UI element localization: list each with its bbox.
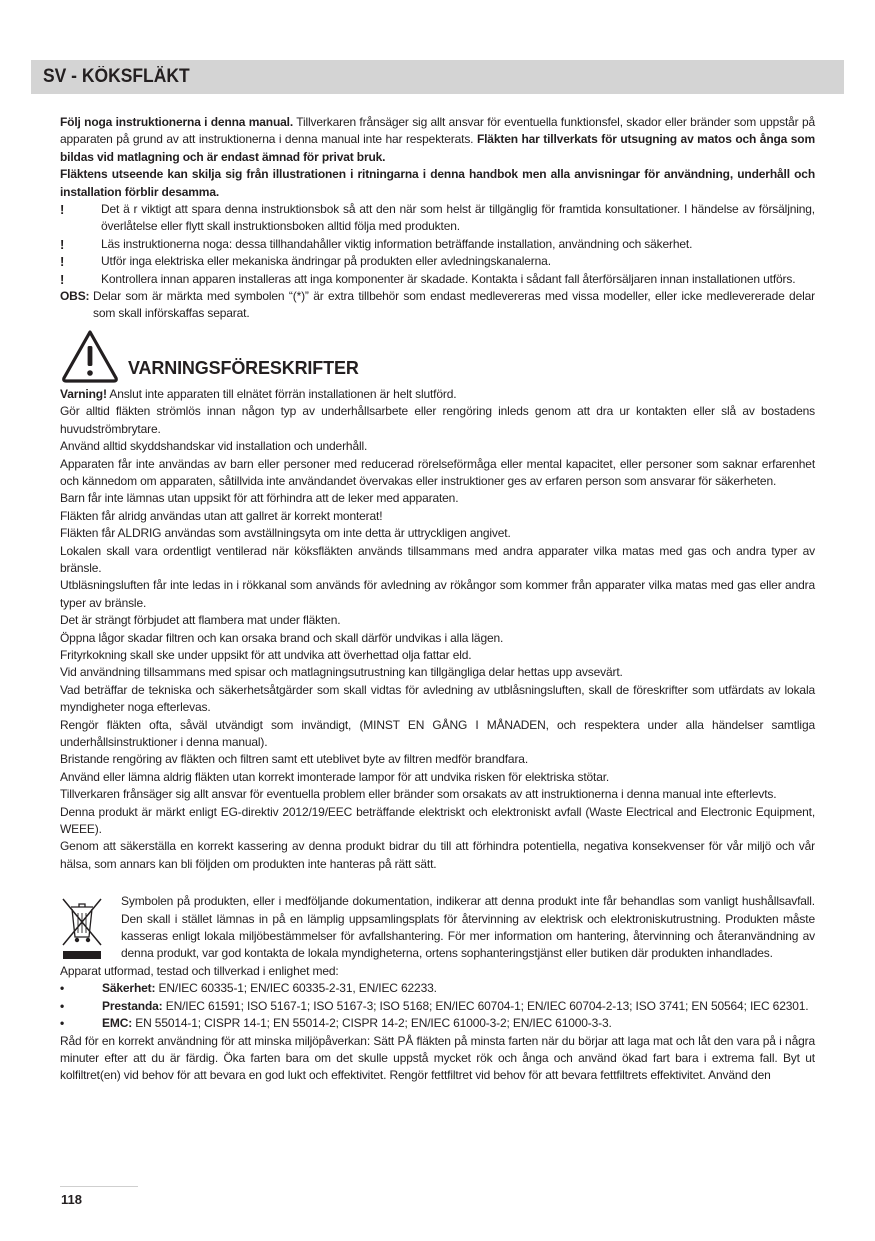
environment-advice: Råd för en korrekt användning för att minska miljöpåverkan: Sätt PÅ fläkten på minsta farten när du börjar att laga mat och låt den vara på i några minuter efter att du är färdig. Öka farten bara om det skulle uppstå mycket rök och ånga och använd ökad fart bara i extrema fall. Byt ut kolfiltret(en) vid behov för att bevara en god lukt och effektivitet. Rengör fettfiltret vid behov för att bevara fettfiltrets effektivitet. Använd den (60, 1033, 815, 1083)
exclamation-mark: ! (60, 202, 65, 218)
weee-block (60, 893, 815, 963)
warning-paragraph: Utbläsningsluften får inte ledas in i rökkanal som används för avledning av rökångor som kommer från apparater vilka matas med gas eller andra typer av bränsle. (60, 578, 815, 610)
intro-bold-purpose: Fläkten har tillverkats för utsugning av matos och ånga som bildas vid matlagning och är endast ämnad för privat bruk. (60, 132, 815, 164)
footer-divider (60, 1186, 138, 1187)
warning-triangle-icon (60, 328, 120, 384)
standard-text: EN/IEC 60335-1; EN/IEC 60335-2-31, EN/IEC 62233. (155, 981, 437, 996)
warning-paragraph: Gör alltid fläkten strömlös innan någon typ av underhållsarbete eller rengöring inleds genom att dra ur kontakten eller slå av bostadens huvudströmbrytare. (60, 404, 815, 436)
warning-paragraph: Denna produkt är märkt enligt EG-direktiv 2012/19/EEC beträffande elektriskt och elektroniskt avfall (Waste Electrical and Electronic Equipment, WEEE). (60, 804, 815, 837)
section-title: SV - KÖKSFLÄKT (43, 66, 190, 87)
warning-paragraph: Tillverkaren frånsäger sig allt ansvar för eventuella problem eller bränder som orsakats av att instruktionerna i denna manual inte efterlevts. (60, 787, 777, 802)
bullet-dot: • (60, 998, 65, 1013)
note-text: Utför inga elektriska eller mekaniska ändringar på produkten eller avledningskanalerna. (101, 254, 551, 269)
warning-paragraph: Fläkten får alridg användas utan att gallret är korrekt monterat! (60, 508, 383, 523)
weee-text: Symbolen på produkten, eller i medföljande dokumentation, indikerar att denna produkt inte får behandlas som vanligt hushållsavfall. Den skall i stället lämnas in på en lämplig uppsamlingsplats för återvinning av elektrisk och elektroniskutrustning. Produkten måste kasseras enligt lokala miljöbestämmelser för avfallshantering. För mer information om hantering, återvinning och återanvändning av denna produkt, var god kontakta de lokala myndigheterna, ortens sophanteringstjänst eller butiken där produkten inhandlades. (121, 894, 815, 961)
standard-item (60, 1015, 815, 1032)
warning-paragraph: Det är strängt förbjudet att flambera mat under fläkten. (60, 613, 341, 628)
standard-text: EN/IEC 61591; ISO 5167-1; ISO 5167-3; ISO 5168; EN/IEC 60704-1; EN/IEC 60704-2-13; ISO 3741; EN 50564; IEC 62301. (162, 998, 809, 1013)
warning-lead-text: Anslut inte apparaten till elnätet förrän installationen är helt slutförd. (106, 386, 457, 401)
warning-paragraph: Bristande rengöring av fläkten och filtren samt ett uteblivet byte av filtren medför brandfara. (60, 752, 529, 767)
crossed-out-wheelie-bin-icon (60, 893, 104, 961)
standard-label: Säkerhet: (102, 981, 156, 996)
intro-bold-lead: Följ noga instruktionerna i denna manual. (60, 115, 294, 129)
note-text: Läs instruktionerna noga: dessa tillhandahåller viktig information beträffande installation, användning och säkerhet. (101, 236, 693, 251)
warning-label: Varning! (60, 386, 107, 401)
warning-paragraph: Rengör fläkten ofta, såväl utvändigt som invändigt, (MINST EN GÅNG I MÅNADEN, och respektera under alla händelser samtliga underhållsinstruktioner i denna manual). (60, 717, 815, 749)
intro-text: Tillverkaren frånsäger sig allt ansvar för eventuella funktionsfel, skador eller bränder som uppstår på apparaten på grund av att instruktionerna i denna manual inte har respekterats. (60, 115, 815, 147)
standard-item (60, 980, 815, 997)
exclamation-mark: ! (60, 236, 65, 252)
warning-paragraph: Öppna lågor skadar filtren och kan orsaka brand och skall därför undvikas i alla lägen. (60, 630, 504, 645)
standard-label: Prestanda: (102, 998, 163, 1013)
note-text: Kontrollera innan apparen installeras att inga komponenter är skadade. Kontakta i sådant fall återförsäljaren innan installationen utförs. (101, 271, 796, 286)
page-content (60, 114, 815, 1085)
warning-paragraph: Genom att säkerställa en korrekt kassering av denna produkt bidrar du till att förhindra potentiella, negativa konsekvenser för vår miljö och vår hälsa, som annars kan bli följden om produkten inte hanteras på rätt sätt. (60, 839, 815, 871)
warnings-heading-block (60, 328, 815, 386)
obs-text: Delar som är märkta med symbolen “(*)” är extra tillbehör som endast medlevereras med vissa modeller, eller icke medlevererade delar som skall införskaffas separat. (93, 289, 815, 321)
intro-paragraph (60, 114, 815, 166)
note-item (60, 271, 815, 288)
warnings-list (60, 403, 815, 873)
section-header-bar (31, 60, 844, 94)
warning-paragraph: Vid användning tillsammans med spisar och matlagningsutrustning kan tillgängliga delar hettas upp avsevärt. (60, 665, 623, 680)
standard-text: EN 55014-1; CISPR 14-1; EN 55014-2; CISPR 14-2; EN/IEC 61000-3-2; EN/IEC 61000-3-3. (132, 1016, 612, 1031)
obs-note (60, 288, 815, 323)
standard-label: EMC: (102, 1016, 133, 1031)
note-item (60, 253, 815, 270)
warning-paragraph: Fläkten får ALDRIG användas som avställningsyta om inte detta är uttryckligen angivet. (60, 526, 511, 541)
note-item (60, 201, 815, 236)
appearance-note (60, 166, 815, 201)
warning-lead (60, 386, 815, 403)
bullet-dot: • (60, 981, 65, 996)
warnings-heading: VARNINGSFÖRESKRIFTER (128, 357, 359, 378)
exclamation-mark: ! (60, 254, 65, 270)
standards-lead: Apparat utformad, testad och tillverkad i enlighet med: (60, 963, 339, 978)
bullet-dot: • (60, 1016, 65, 1031)
page-number: 118 (61, 1192, 82, 1207)
exclamation-mark: ! (60, 271, 65, 287)
obs-label: OBS: (60, 289, 90, 304)
appearance-note-text: Fläktens utseende kan skilja sig från illustrationen i ritningarna i denna handbok men alla anvisningar för användning, underhåll och installation förblir desamma. (60, 167, 815, 199)
note-text: Det ä r viktigt att spara denna instruktionsbok så att den när som helst är tillgänglig för framtida konsultationer. I händelse av försäljning, överlåtelse eller flytt skall instruktionsboken alltid följa med produkten. (101, 202, 815, 234)
warning-paragraph: Använd alltid skyddshandskar vid installation och underhåll. (60, 439, 368, 454)
warning-paragraph: Använd eller lämna aldrig fläkten utan korrekt imonterade lampor för att undvika risken för elektriska stötar. (60, 769, 610, 784)
warning-paragraph: Apparaten får inte användas av barn eller personer med reducerad rörelseförmåga eller mental kapacitet, eller personer som saknar erfarenhet och kännedom om apparaten, såtillvida inte användandet övervakas eller instruktioner ges av erfaren person som ansvarar för säkerheten. (60, 456, 815, 488)
warning-paragraph: Vad beträffar de tekniska och säkerhetsåtgärder som skall vidtas för avledning av utblåsningsluften, skall de föreskrifter som utfärdats av lokala myndigheter noga efterlevas. (60, 682, 815, 715)
standard-item (60, 998, 815, 1015)
warning-paragraph: Lokalen skall vara ordentligt ventilerad när köksfläkten används tillsammans med andra apparater vilka matas med gas och andra typer av bränsle. (60, 543, 815, 575)
warning-paragraph: Barn får inte lämnas utan uppsikt för att förhindra att de leker med apparaten. (60, 491, 459, 506)
warning-paragraph: Frityrkokning skall ske under uppsikt för att undvika att överhettad olja fattar eld. (60, 647, 472, 662)
note-item (60, 236, 815, 253)
